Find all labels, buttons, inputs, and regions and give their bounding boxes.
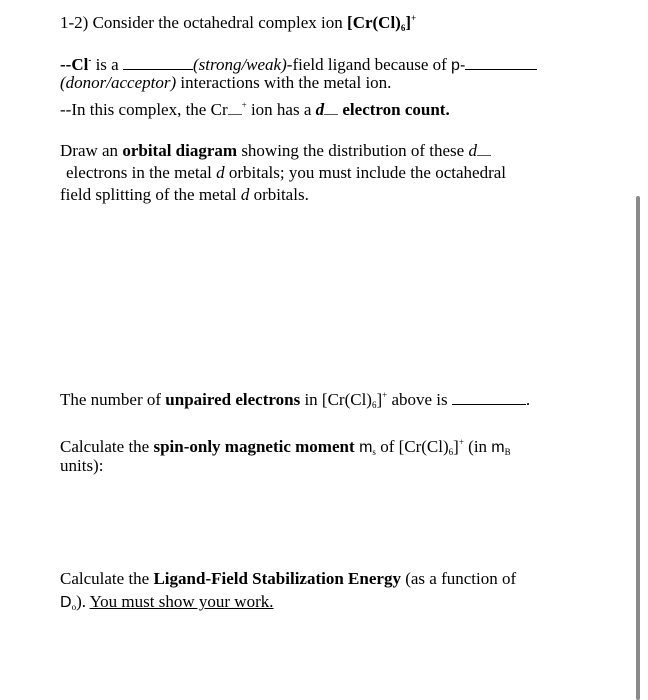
donor-acceptor-options: (donor/acceptor): [60, 73, 177, 92]
electron-count-question: --In this complex, the Cr + ion has a d electron count.: [60, 100, 450, 119]
complex-ion-formula: $[Cr(Cl)_6]^+$: [321, 390, 388, 410]
lfse-question: Calculate the Ligand-Field Stabilization Energy (as a function of: [60, 569, 517, 588]
unpaired-count-blank[interactable]: [452, 390, 526, 405]
ligand-field-question: --Cl- is a (strong/weak)-field ligand because of p-: [60, 50, 537, 76]
strength-options: (strong/weak): [192, 55, 287, 74]
chloride-label: --Cl-: [60, 55, 92, 74]
magnetic-units-line: units):: [60, 456, 104, 475]
donor-acceptor-blank[interactable]: [465, 55, 537, 70]
vertical-scrollbar[interactable]: [636, 196, 640, 700]
unpaired-electrons-question: The number of unpaired electrons in $[Cr(Cl)_6]^+$ above is .: [60, 390, 531, 410]
orbital-diagram-instruction-2: electrons in the metal d orbitals; you must include the octahedral: [66, 163, 506, 182]
show-work-note: You must show your work.: [89, 592, 274, 611]
question-header: [60, 8, 416, 38]
orbital-diagram-instruction-1: Draw an orbital diagram showing the distribution of these d: [60, 141, 491, 161]
p-prefix: p-: [451, 57, 466, 74]
complex-ion-formula: $[Cr(Cl)_6]^+$: [347, 13, 417, 33]
magnetic-moment-question: Calculate the spin-only magnetic moment $m_s$ of $[Cr(Cl)_6]^+$ (in $m_B$: [60, 437, 511, 457]
electron-count-label: electron count.: [342, 100, 450, 119]
orbital-diagram-instruction-3: field splitting of the metal d orbitals.: [60, 185, 309, 204]
d-electron-blank[interactable]: [477, 146, 491, 156]
oxidation-state-blank[interactable]: [228, 105, 242, 115]
complex-ion-formula: $[Cr(Cl)_6]^+$: [398, 437, 464, 457]
header-prefix: 1-2) Consider the octahedral complex ion: [60, 13, 343, 32]
field-strength-blank[interactable]: [123, 55, 193, 70]
lfse-instruction: $D_o$). You must show your work.: [60, 592, 274, 612]
delta-symbol: D: [60, 594, 72, 611]
interaction-line: (donor/acceptor) interactions with the metal ion.: [60, 73, 392, 92]
d-count-blank[interactable]: [324, 105, 338, 115]
